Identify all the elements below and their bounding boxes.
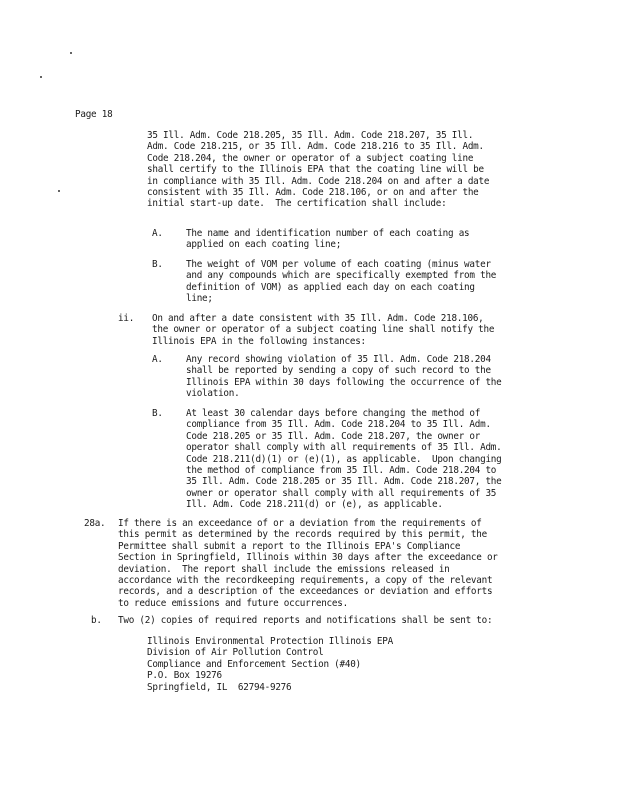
text-line: Illinois EPA in the following instances: [152, 335, 366, 347]
address-line: Springfield, IL 62794-9276 [147, 681, 292, 693]
text-line: records, and a description of the exceedances or deviation and efforts [118, 586, 493, 598]
text-line: Code 218.211(d)(1) or (e)(1), as applicable. Upon changing [186, 453, 502, 465]
text-line: Adm. Code 218.215, or 35 Ill. Adm. Code 218.216 to 35 Ill. Adm. [147, 141, 484, 153]
text-line: consistent with 35 Ill. Adm. Code 218.106, or on and after the [147, 187, 479, 199]
text-line: line; [186, 293, 213, 305]
text-line: accordance with the recordkeeping requirements, a copy of the relevant [118, 575, 493, 587]
text-line: operator shall comply with all requirements of 35 Ill. Adm. [186, 442, 502, 454]
text-line: definition of VOM) as applied each day on each coating [186, 281, 475, 293]
text-line: Permittee shall submit a report to the Illinois EPA's Compliance [118, 540, 461, 552]
text-line: this permit as determined by the records required by this permit, the [118, 529, 487, 541]
section-text [118, 518, 498, 609]
scan-speck [58, 190, 60, 192]
text-line: deviation. The report shall include the emissions released in [118, 563, 450, 575]
text-line: to reduce emissions and future occurrences. [118, 597, 348, 609]
text-line: If there is an exceedance of or a deviation from the requirements of [118, 518, 482, 529]
text-line: the owner or operator of a subject coating line shall notify the [152, 324, 495, 336]
text-line: compliance from 35 Ill. Adm. Code 218.204 to 35 Ill. Adm. [186, 419, 491, 431]
page-number-label: Page 18 [75, 109, 113, 120]
text-line: and any compounds which are specifically exempted from the [186, 270, 497, 282]
text-line: The name and identification number of each coating as [186, 228, 470, 239]
text-line: shall certify to the Illinois EPA that the coating line will be [147, 164, 484, 176]
section-text [118, 615, 492, 626]
intro-paragraph [147, 130, 489, 210]
list-marker: B. [152, 259, 163, 270]
list-marker: A. [152, 228, 163, 239]
text-line: Code 218.205 or 35 Ill. Adm. Code 218.207, the owner or [186, 430, 481, 442]
text-line: in compliance with 35 Ill. Adm. Code 218.204 on and after a date [147, 175, 490, 187]
text-line: initial start-up date. The certification shall include: [147, 198, 447, 210]
text-line: violation. [186, 388, 240, 400]
address-line: Illinois Environmental Protection Illinois EPA [147, 636, 393, 647]
list-marker: ii. [118, 313, 135, 324]
text-line: Two (2) copies of required reports and notifications shall be sent to: [118, 615, 493, 626]
text-line: the method of compliance from 35 Ill. Adm. Code 218.204 to [186, 465, 497, 477]
section-marker: b. [91, 615, 102, 626]
scan-speck [40, 76, 42, 78]
section-marker: 28a. [84, 518, 106, 529]
text-line: owner or operator shall comply with all requirements of 35 [186, 487, 497, 499]
text-line: Ill. Adm. Code 218.211(d) or (e), as applicable. [186, 499, 443, 511]
text-line: 35 Ill. Adm. Code 218.205, 35 Ill. Adm. Code 218.207, 35 Ill. [147, 130, 474, 141]
text-line: Illinois EPA within 30 days following the occurrence of the [186, 376, 502, 388]
text-line: On and after a date consistent with 35 Ill. Adm. Code 218.106, [152, 313, 484, 324]
list-marker: A. [152, 354, 163, 365]
text-line: Any record showing violation of 35 Ill. Adm. Code 218.204 [186, 354, 491, 365]
address-line: Division of Air Pollution Control [147, 647, 324, 659]
list-marker: B. [152, 408, 163, 419]
list-item-text [152, 313, 494, 347]
text-line: 35 Ill. Adm. Code 218.205 or 35 Ill. Adm. Code 218.207, the [186, 476, 502, 488]
text-line: The weight of VOM per volume of each coating (minus water [186, 259, 491, 270]
scan-speck [70, 52, 72, 54]
list-item-text [186, 354, 502, 400]
text-line: Code 218.204, the owner or operator of a subject coating line [147, 152, 474, 164]
text-line: applied on each coating line; [186, 239, 342, 251]
address-line: Compliance and Enforcement Section (#40) [147, 658, 361, 670]
address-line: P.O. Box 19276 [147, 670, 222, 682]
list-item-text [186, 259, 496, 305]
text-line: Section in Springfield, Illinois within 30 days after the exceedance or [118, 552, 498, 564]
list-item-text [186, 408, 502, 511]
list-item-text [186, 228, 469, 251]
text-line: shall be reported by sending a copy of such record to the [186, 365, 491, 377]
mailing-address [147, 636, 393, 693]
text-line: At least 30 calendar days before changing the method of [186, 408, 481, 419]
